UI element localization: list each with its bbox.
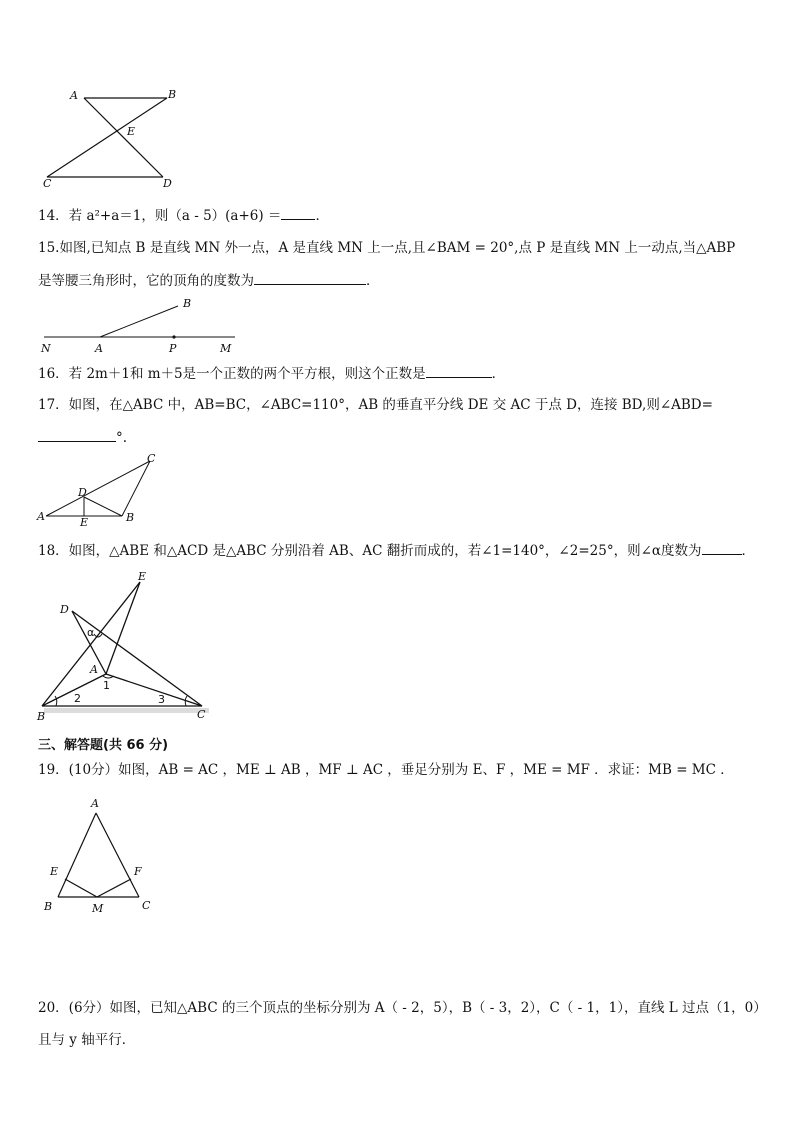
q17-line1: 17．如图，在△ABC 中，AB=BC，∠ABC=110°，AB 的垂直平分线 DE 交 AC 于点 D，连接 BD,则∠ABD= (38, 397, 713, 413)
label-3: 3 (158, 693, 165, 706)
question-20-line1 (38, 998, 768, 1018)
question-20-line2 (38, 1030, 768, 1050)
label-2: 2 (74, 692, 81, 705)
q17-answer-blank[interactable] (38, 427, 116, 442)
label-A: A (91, 797, 99, 810)
question-19 (38, 760, 768, 780)
q19-text: 19．(10分）如图，AB = AC ，ME ⊥ AB ，MF ⊥ AC ，垂足分别为 E、F ，ME = MF ．求证：MB = MC ． (38, 762, 734, 778)
label-E: E (138, 570, 147, 583)
q18-answer-blank[interactable] (702, 540, 742, 555)
question-15-line2 (38, 270, 768, 291)
figure-q15 (38, 295, 248, 357)
label-A: A (37, 510, 45, 523)
q15-line2: 是等腰三角形时，它的顶角的度数为 (38, 273, 254, 289)
figure-q18 (36, 566, 216, 726)
label-B: B (126, 511, 135, 524)
question-18 (38, 540, 768, 561)
q15-line1: 15.如图,已知点 B 是直线 MN 外一点，A 是直线 MN 上一点,且∠BAM = 20°,点 P 是直线 MN 上一动点,当△ABP (38, 240, 736, 256)
q16-end: ． (491, 366, 506, 382)
q17-end: °. (116, 430, 128, 446)
label-B: B (183, 297, 192, 310)
q14-text: 14．若 a²+a＝1，则（a - 5）(a+6) ＝ (38, 208, 282, 224)
label-E: E (127, 125, 136, 138)
label-E: E (50, 865, 59, 878)
figure-q13 (30, 85, 190, 195)
label-D: D (60, 603, 69, 616)
q15-end: ． (366, 273, 380, 289)
question-17-line2 (38, 427, 768, 448)
label-C: C (147, 452, 156, 465)
q14-end: ． (315, 208, 329, 224)
question-14 (38, 205, 768, 226)
q16-answer-blank[interactable] (426, 363, 492, 378)
label-B: B (168, 88, 177, 101)
label-A: A (70, 89, 78, 102)
q16-text: 16．若 2m＋1和 m＋5是一个正数的两个平方根，则这个正数是 (38, 366, 426, 382)
label-A: A (95, 342, 103, 355)
question-15-line1 (38, 238, 768, 258)
label-E: E (80, 516, 89, 529)
label-B: B (44, 900, 53, 913)
section-heading: 三、解答题(共 66 分) (38, 738, 169, 753)
label-M: M (92, 902, 104, 915)
q20-line2: 且与 y 轴平行． (38, 1032, 136, 1048)
label-F: F (134, 865, 142, 878)
q15-answer-blank[interactable] (254, 270, 366, 285)
figure-q19 (36, 795, 166, 920)
label-A: A (90, 663, 98, 676)
label-N: N (41, 342, 51, 355)
q20-line1: 20．(6分）如图，已知△ABC 的三个顶点的坐标分别为 A（ - 2，5），B（ - 3，2），C（ - 1，1），直线 L 过点（1，0） (38, 1000, 767, 1016)
label-D: D (78, 486, 87, 499)
label-D: D (163, 177, 172, 190)
q18-text: 18．如图，△ABE 和△ACD 是△ABC 分别沿着 AB、AC 翻折而成的，若∠1=140°，∠2=25°，则∠α度数为 (38, 543, 702, 559)
q18-end: ． (741, 543, 756, 559)
q14-answer-blank[interactable] (281, 205, 315, 220)
label-B: B (37, 710, 46, 723)
question-16 (38, 363, 768, 384)
label-1: 1 (103, 679, 110, 692)
figure-q17 (32, 453, 172, 528)
label-alpha: α (87, 626, 95, 639)
label-P: P (169, 342, 177, 355)
label-C: C (43, 177, 52, 190)
question-17-line1 (38, 395, 768, 415)
label-M: M (220, 342, 232, 355)
label-C: C (197, 708, 206, 721)
label-C: C (142, 899, 151, 912)
